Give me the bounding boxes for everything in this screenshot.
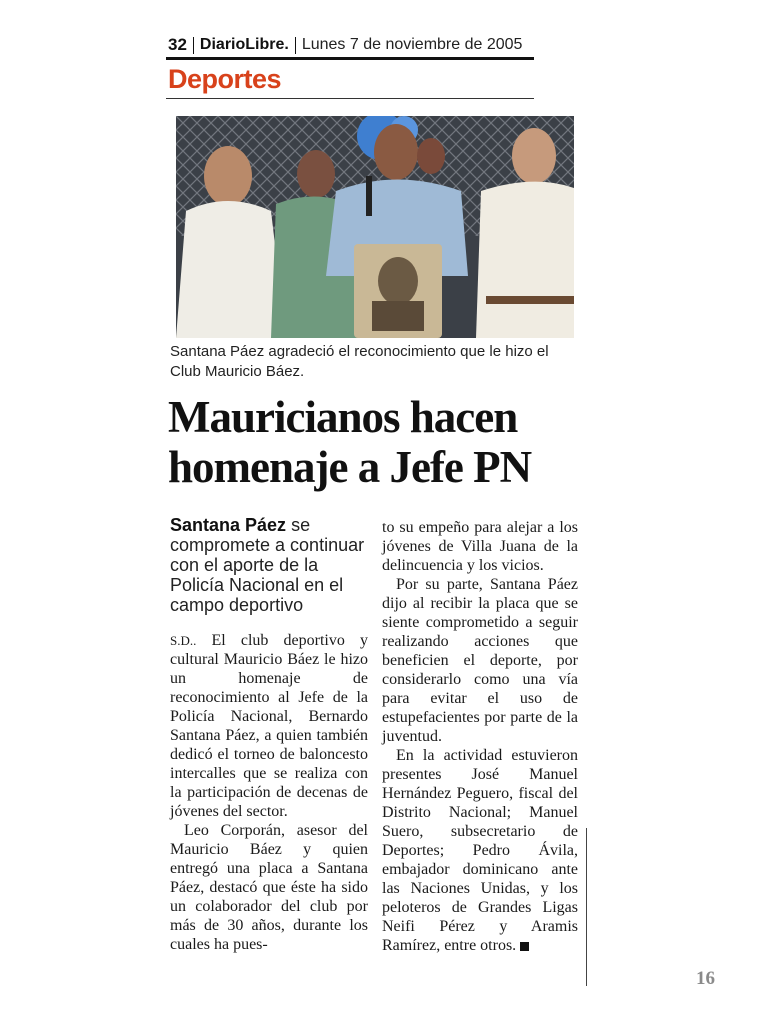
body-paragraph-1 — [170, 631, 368, 821]
masthead-separator — [295, 37, 296, 54]
article-column-left — [170, 515, 368, 954]
body-paragraph-1-text: El club deportivo y cultural Mauricio Báez le hizo un homenaje de reconocimiento al Jefe de la Policía Nacional, Bernardo Santana Páez, a quien también dedicó el torneo de baloncesto intercalles que se realiza con la participación de decenas de jóvenes del sector. — [170, 632, 368, 820]
masthead — [168, 34, 534, 56]
photo-caption: Santana Páez agradeció el reconocimiento que le hizo el Club Mauricio Báez. — [170, 343, 549, 380]
body-paragraph-4 — [382, 746, 578, 955]
column-rule — [586, 828, 587, 986]
dateline: S.D.. — [170, 633, 197, 648]
end-of-article-icon — [520, 942, 529, 951]
section-title: Deportes — [168, 64, 282, 94]
masthead-rule — [166, 57, 534, 60]
body-paragraph-2: Leo Corporán, asesor del Mauricio Báez y quien entregó una placa a Santana Páez, destacó que éste ha sido un colaborador del club por más de 30 años, durante los cuales ha pues- — [170, 822, 368, 953]
page-footer-number: 16 — [696, 968, 715, 989]
deck-text: se compromete a continuar con el aporte de la Policía Nacional en el campo deportivo — [170, 515, 365, 615]
section-rule — [166, 98, 534, 99]
body-paragraph-3: Por su parte, Santana Páez dijo al recibir la placa que se siente comprometido a seguir realizando acciones que beneficien el deporte, por considerarlo como una vía para evitar el uso de estupefacientes por parte de la juventud. — [382, 576, 578, 745]
body-paragraph-2-continued: to su empeño para alejar a los jóvenes de Villa Juana de la delincuencia y los vicios. — [382, 519, 578, 574]
deck — [170, 515, 368, 615]
page-number: 32 — [168, 35, 187, 54]
deck-name: Santana Páez — [170, 515, 287, 535]
article-photo — [176, 116, 574, 338]
photo-event-icon — [176, 116, 574, 338]
headline-line-1: Mauricianos hacen — [168, 392, 518, 442]
headline-line-2: homenaje a Jefe PN — [168, 442, 532, 492]
masthead-separator — [193, 37, 194, 54]
newspaper-brand: DiarioLibre. — [199, 36, 289, 53]
issue-date: Lunes 7 de noviembre de 2005 — [301, 36, 523, 53]
article-column-right — [382, 518, 578, 955]
body-paragraph-4-text: En la actividad estuvieron presentes José Manuel Hernández Peguero, fiscal del Distrito Nacional; Manuel Suero, subsecretario de Deportes; Pedro Ávila, embajador dominicano ante las Naciones Unidas, y los peloteros de Grandes Ligas Neifi Pérez y Aramis Ramírez, entre otros. — [382, 747, 578, 954]
headline — [168, 392, 588, 492]
